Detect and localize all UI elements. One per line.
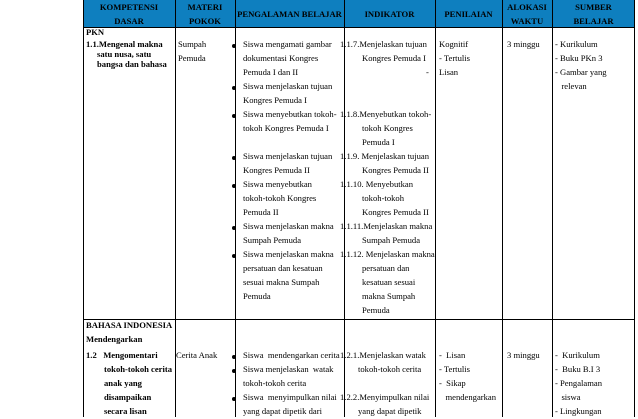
penilaian-bi-1: - Lisan [439, 350, 466, 360]
penilaian-pkn-2: - Tertulis [439, 53, 470, 63]
penilaian-bi-2: - Tertulis [439, 364, 470, 374]
header-kompetensi-line1: KOMPETENSI [99, 2, 159, 12]
list-item: Siswa menyebutkan tokoh- [243, 109, 337, 119]
alokasi-pkn: 3 minggu [507, 39, 540, 49]
header-pengalaman: PENGALAMAN BELAJAR [237, 9, 342, 19]
list-item: Siswa menjelaskan tujuan [243, 151, 333, 161]
indikator-item: 1.1.9. Menjelaskan tujuan [340, 151, 430, 161]
list-item: Sumpah Pemuda [243, 235, 302, 245]
indikator-item: Pemuda I [362, 137, 395, 147]
kd-pkn-line2: satu nusa, satu [97, 49, 152, 59]
header-indikator: INDIKATOR [364, 9, 415, 19]
list-item: Kongres Pemuda II [243, 165, 310, 175]
indikator-item: - [426, 67, 429, 77]
sumber-pkn-4: relevan [555, 81, 587, 91]
bullet-dot [232, 156, 236, 160]
header-kompetensi-line2: DASAR [114, 16, 144, 26]
kd-pkn-line3: bangsa dan bahasa [97, 59, 167, 69]
indikator-item: 1.2.1.Menjelaskan watak [340, 350, 426, 360]
penilaian-pkn-3: Lisan [439, 67, 459, 77]
sumber-bi-3: - Pengalaman [555, 378, 603, 388]
sumber-bi-4: siswa [555, 392, 581, 402]
indikator-item: tokoh Kongres [362, 123, 413, 133]
list-item: tokoh-tokoh Kongres [243, 193, 317, 203]
header-sumber-line1: SUMBER [575, 2, 612, 12]
table-left-border [83, 0, 84, 417]
bullet-dot [232, 355, 236, 359]
bullet-dot [232, 397, 236, 401]
kd-bi-line5: secara lisan [104, 406, 147, 416]
list-item: Pemuda I dan II [243, 67, 299, 77]
indikator-item: Pemuda [362, 305, 390, 315]
indikator-item: 1.1.11.Menjelaskan makna [340, 221, 433, 231]
bullet-dot [232, 369, 236, 373]
indikator-item: yang dapat dipetik [358, 406, 422, 416]
header-materi-line2: POKOK [189, 16, 221, 26]
col-divider [634, 0, 635, 417]
indikator-item: 1.1.7.Menjelaskan tujuan [340, 39, 427, 49]
header-materi-line1: MATERI [187, 2, 223, 12]
list-item: dokumentasi Kongres [243, 53, 319, 63]
list-item: Pemuda [243, 291, 271, 301]
indikator-item: kesatuan sesuai [362, 277, 416, 287]
header-alokasi [502, 0, 552, 28]
list-item: Siswa menjelaskan tujuan [243, 81, 333, 91]
indikator-item: tokoh-tokoh cerita [358, 364, 422, 374]
header-alokasi-line2: WAKTU [510, 16, 544, 26]
kd-bi-line4: disampaikan [104, 392, 152, 402]
col-divider [502, 0, 503, 417]
list-item: tokoh-tokoh cerita [243, 378, 307, 388]
indikator-item: 1.1.12. Menjelaskan makna [340, 249, 435, 259]
list-item: persatuan dan kesatuan [243, 263, 323, 273]
bullet-dot [232, 254, 236, 258]
subject-pkn: PKN [86, 27, 105, 37]
list-item: Siswa menjelaskan makna [243, 221, 334, 231]
sumber-pkn-2: - Buku PKn 3 [555, 53, 603, 63]
aspect-bi: Mendengarkan [86, 334, 143, 344]
kd-bi-line2: tokoh-tokoh cerita [104, 364, 173, 374]
penilaian-pkn-1: Kognitif [439, 39, 469, 49]
header-materi [175, 0, 235, 28]
bullet-dot [232, 184, 236, 188]
subject-bi: BAHASA INDONESIA [86, 320, 173, 330]
indikator-item: Kongres Pemuda I [362, 53, 426, 63]
materi-pkn-line2: Pemuda [178, 53, 206, 63]
bullet-dot [232, 114, 236, 118]
header-penilaian: PENILAIAN [444, 9, 493, 19]
list-item: Siswa menyimpulkan nilai [243, 392, 337, 402]
indikator-item: makna Sumpah [362, 291, 416, 301]
bullet-dot [232, 86, 236, 90]
kd-bi-line3: anak yang [104, 378, 142, 388]
list-item: yang dapat dipetik dari [243, 406, 322, 416]
indikator-item: tokoh-tokoh [362, 193, 405, 203]
list-item: Siswa menyebutkan [243, 179, 312, 189]
sumber-bi-2: - Buku B.I 3 [555, 364, 601, 374]
indikator-item: Kongres Pemuda II [362, 207, 429, 217]
sumber-bi-5: - Lingkungan [555, 406, 602, 416]
list-item: Siswa mengamati gambar [243, 39, 332, 49]
bullet-dot [232, 44, 236, 48]
indikator-item: 1.1.10. Menyebutkan [340, 179, 414, 189]
sumber-pkn-3: - Gambar yang [555, 67, 607, 77]
list-item: Pemuda II [243, 207, 279, 217]
indikator-item: 1.2.2.Menyimpulkan nilai [340, 392, 430, 402]
list-item: tokoh Kongres Pemuda I [243, 123, 329, 133]
sumber-pkn-1: - Kurikulum [555, 39, 598, 49]
col-divider [435, 0, 436, 417]
sumber-bi-1: - Kurikulum [555, 350, 600, 360]
list-item: Kongres Pemuda I [243, 95, 307, 105]
indikator-item: 1.1.8.Menyebutkan tokoh- [340, 109, 432, 119]
list-item: Siswa menjelaskan makna [243, 249, 334, 259]
header-alokasi-line1: ALOKASI [507, 2, 547, 12]
materi-pkn-line1: Sumpah [178, 39, 207, 49]
penilaian-bi-4: mendengarkan [439, 392, 497, 402]
list-item: Siswa mendengarkan cerita [243, 350, 340, 360]
indikator-item: persatuan dan [362, 263, 410, 273]
materi-bi: Cerita Anak [176, 350, 218, 360]
row-divider [83, 27, 635, 28]
header-sumber-line2: BELAJAR [573, 16, 614, 26]
kd-pkn-line1: 1.1.Mengenal makna [86, 39, 163, 49]
header-kompetensi [83, 0, 175, 28]
col-divider [552, 0, 553, 417]
penilaian-bi-3: - Sikap [439, 378, 466, 388]
list-item: sesuai makna Sumpah [243, 277, 320, 287]
indikator-item: Kongres Pemuda II [362, 165, 429, 175]
header-sumber [552, 0, 635, 28]
kd-bi-line1: 1.2 Mengomentari [86, 350, 158, 360]
indikator-item: Sumpah Pemuda [362, 235, 421, 245]
bullet-dot [232, 226, 236, 230]
list-item: Siswa menjelaskan watak [243, 364, 334, 374]
alokasi-bi: 3 minggu [507, 350, 540, 360]
